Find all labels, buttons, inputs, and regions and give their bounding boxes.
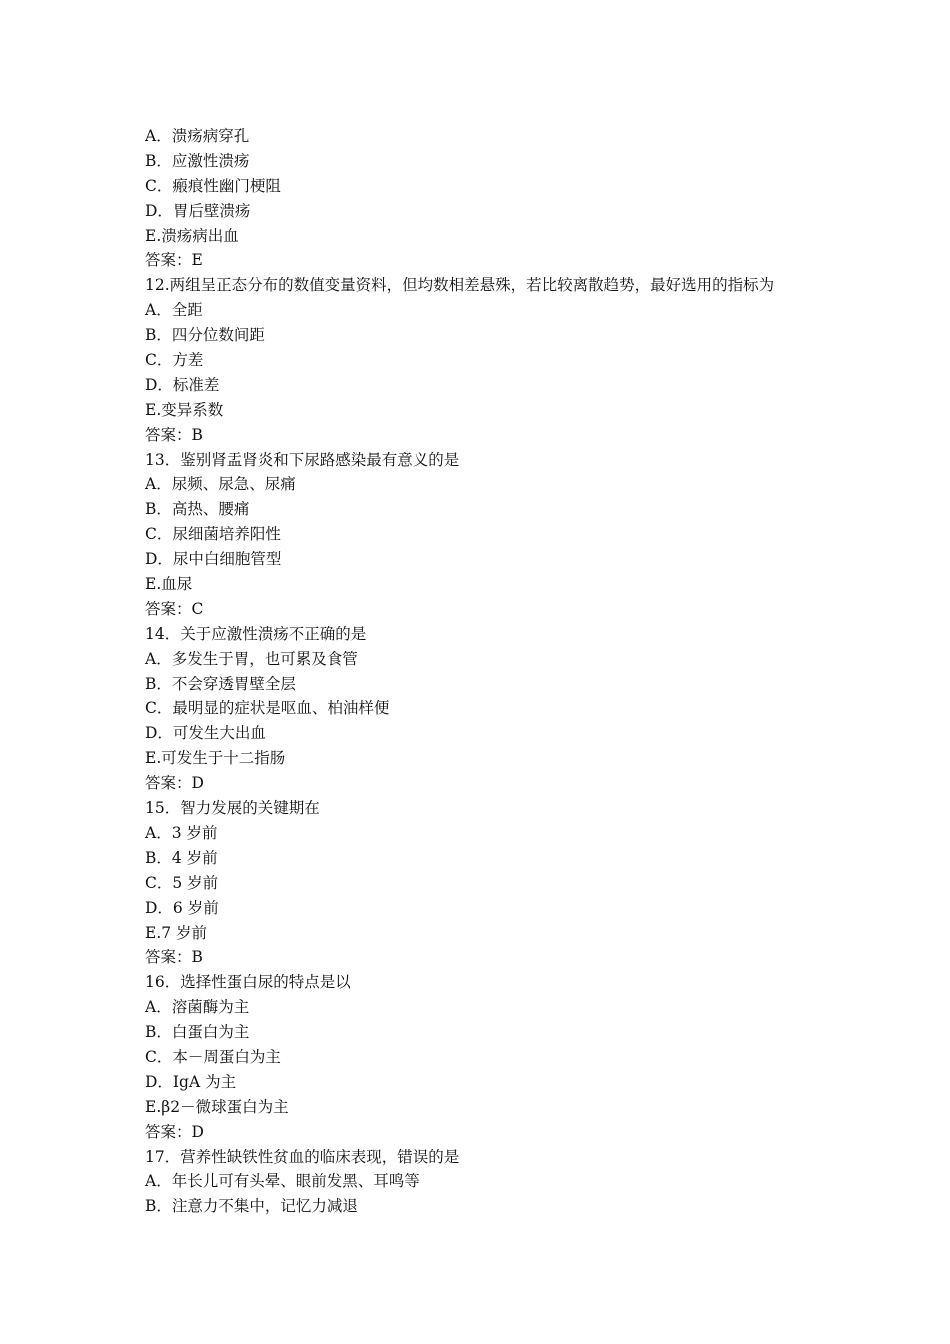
text-line: B．4 岁前: [145, 848, 218, 867]
answer-line: 答案：B: [145, 425, 203, 444]
text-line: C．最明显的症状是呕血、柏油样便: [145, 699, 390, 718]
answer-line: 答案：B: [145, 948, 203, 967]
answer-line: 答案：E: [145, 251, 203, 270]
text-line: A．3 岁前: [145, 823, 218, 842]
text-line: B．应激性溃疡: [145, 151, 250, 170]
text-line: D．胃后壁溃疡: [145, 201, 251, 220]
text-line: A．多发生于胃，也可累及食管: [145, 649, 358, 668]
text-line: B．四分位数间距: [145, 326, 265, 345]
text-line: D．标准差: [145, 375, 220, 394]
text-line: D．6 岁前: [145, 898, 219, 917]
text-line: E.β2－微球蛋白为主: [145, 1097, 289, 1116]
text-line: B．高热、腰痛: [145, 500, 250, 519]
text-line: E.7 岁前: [145, 923, 208, 942]
text-line: A．全距: [145, 301, 203, 320]
text-line: A．年长儿可有头晕、眼前发黑、耳鸣等: [145, 1172, 420, 1191]
text-line: E.变异系数: [145, 400, 224, 419]
text-line: E.可发生于十二指肠: [145, 749, 286, 768]
text-line: A．溃疡病穿孔: [145, 127, 250, 145]
text-line: B．不会穿透胃壁全层: [145, 674, 296, 693]
question-line: 16．选择性蛋白尿的特点是以: [145, 973, 351, 992]
text-line: C．瘢痕性幽门梗阻: [145, 176, 281, 195]
question-line: 15．智力发展的关键期在: [145, 799, 320, 818]
answer-line: 答案：D: [145, 774, 204, 793]
text-line: C．5 岁前: [145, 873, 219, 892]
text-line: D．尿中白细胞管型: [145, 550, 282, 569]
text-line: B．白蛋白为主: [145, 1023, 250, 1042]
question-line: 14．关于应激性溃疡不正确的是: [145, 624, 367, 643]
text-line: E.溃疡病出血: [145, 226, 239, 245]
text-line: C．本－周蛋白为主: [145, 1047, 281, 1066]
question-line: 13．鉴别肾盂肾炎和下尿路感染最有意义的是: [145, 450, 460, 469]
text-line: D．IgA 为主: [145, 1072, 237, 1091]
text-line: A．尿频、尿急、尿痛: [145, 475, 296, 494]
text-line: E.血尿: [145, 575, 193, 594]
text-line: C．尿细菌培养阳性: [145, 525, 281, 544]
question-line: 12.两组呈正态分布的数值变量资料，但均数相差悬殊，若比较离散趋势，最好选用的指标为: [145, 276, 775, 295]
text-line: C．方差: [145, 351, 204, 370]
text-line: A．溶菌酶为主: [145, 998, 250, 1017]
answer-line: 答案：D: [145, 1122, 204, 1141]
text-line: D．可发生大出血: [145, 724, 266, 743]
text-line: B．注意力不集中，记忆力减退: [145, 1197, 358, 1216]
answer-line: 答案：C: [145, 599, 204, 618]
question-line: 17．营养性缺铁性贫血的临床表现，错误的是: [145, 1147, 460, 1166]
document-page: [145, 124, 825, 1219]
